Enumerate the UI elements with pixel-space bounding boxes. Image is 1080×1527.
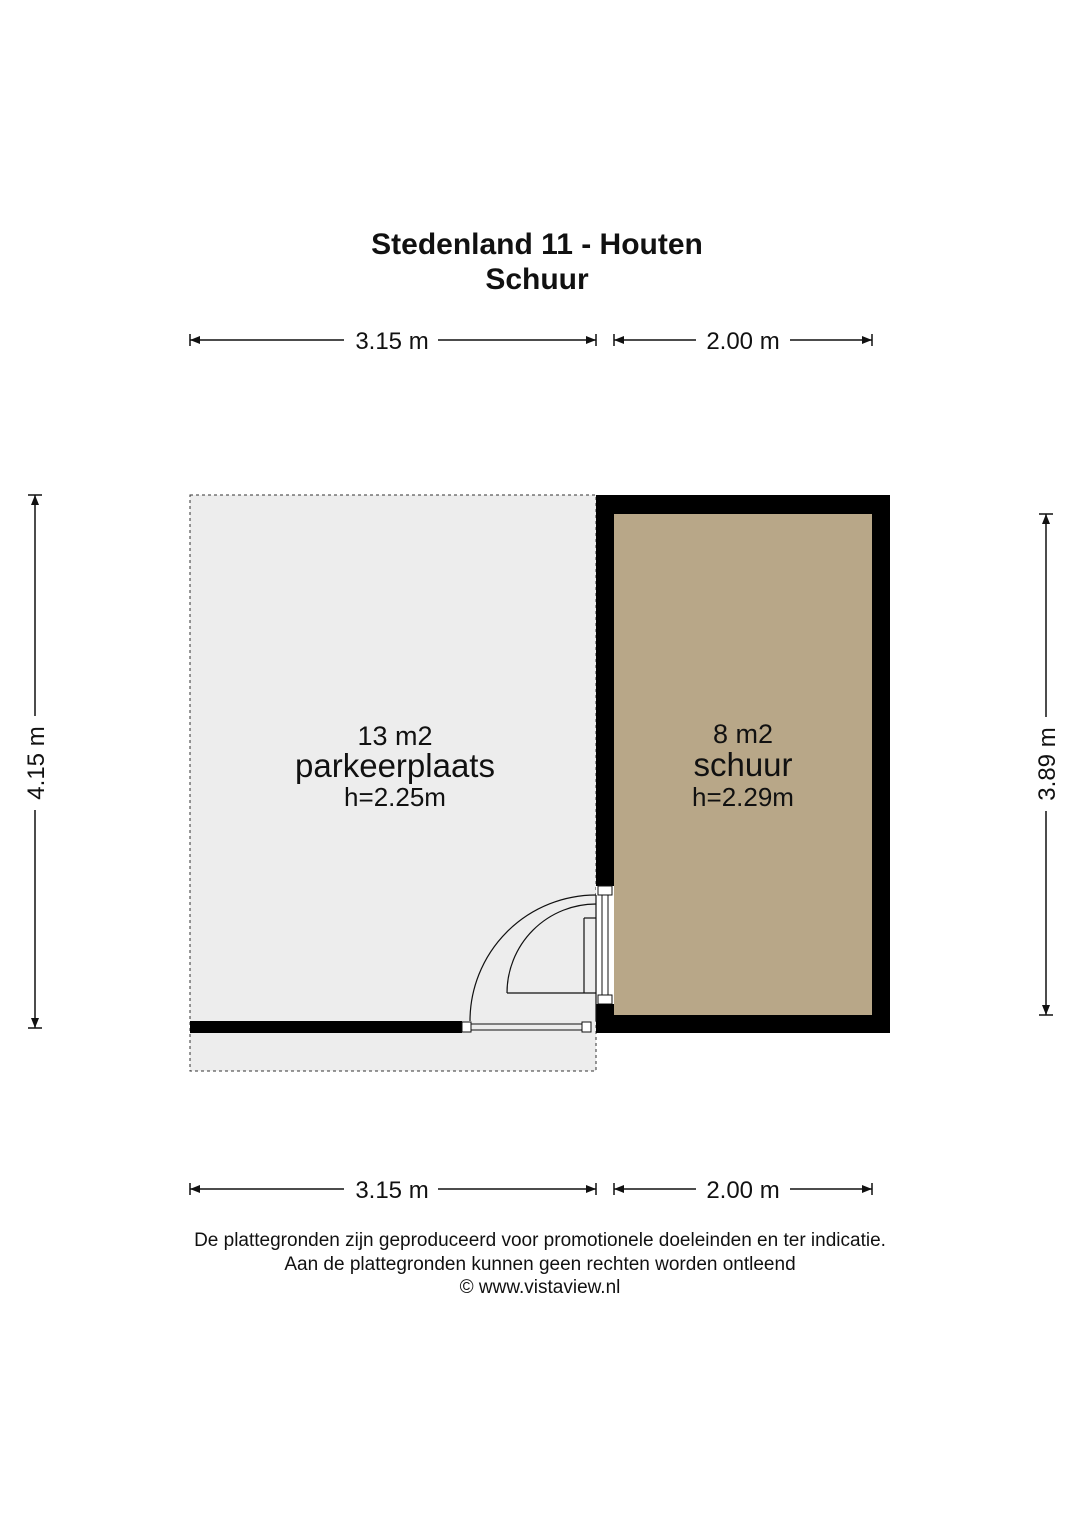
right-dimension-label: 3.89 m	[1034, 727, 1061, 801]
plan-title-address: Stedenland 11 - Houten	[371, 228, 703, 261]
disclaimer-line-1: De plattegronden zijn geproduceerd voor promotionele doeleinden en ter indicatie.	[194, 1230, 886, 1251]
bottom-dimension-right-label: 2.00 m	[706, 1177, 780, 1204]
top-dimension-right-label: 2.00 m	[706, 328, 780, 355]
parking-bottom-wall	[190, 1021, 462, 1033]
parking-name-label: parkeerplaats	[295, 747, 495, 784]
bottom-dimension-left-label: 3.15 m	[355, 1177, 429, 1204]
plan-title-floor: Schuur	[485, 263, 589, 296]
disclaimer-line-2: Aan de plattegronden kunnen geen rechten worden ontleend	[284, 1254, 796, 1275]
left-dimension	[23, 495, 50, 1028]
shed-area-label: 8 m2	[712, 719, 774, 749]
right-dimension	[1034, 514, 1061, 1015]
left-dimension-label: 4.15 m	[23, 726, 50, 800]
top-dimension-left	[190, 328, 596, 355]
parking-area-label: 13 m2	[357, 721, 433, 751]
top-dimension-left-label: 3.15 m	[355, 328, 429, 355]
bottom-dimension-left	[190, 1177, 596, 1204]
shed-door-opening	[596, 886, 614, 1004]
copyright-line: © www.vistaview.nl	[459, 1277, 621, 1298]
top-dimension-right	[614, 328, 872, 355]
shed-name-label: schuur	[693, 746, 793, 783]
parking-height-label: h=2.25m	[344, 782, 446, 812]
bottom-dimension-right	[614, 1177, 872, 1204]
shed-height-label: h=2.29m	[692, 782, 794, 812]
